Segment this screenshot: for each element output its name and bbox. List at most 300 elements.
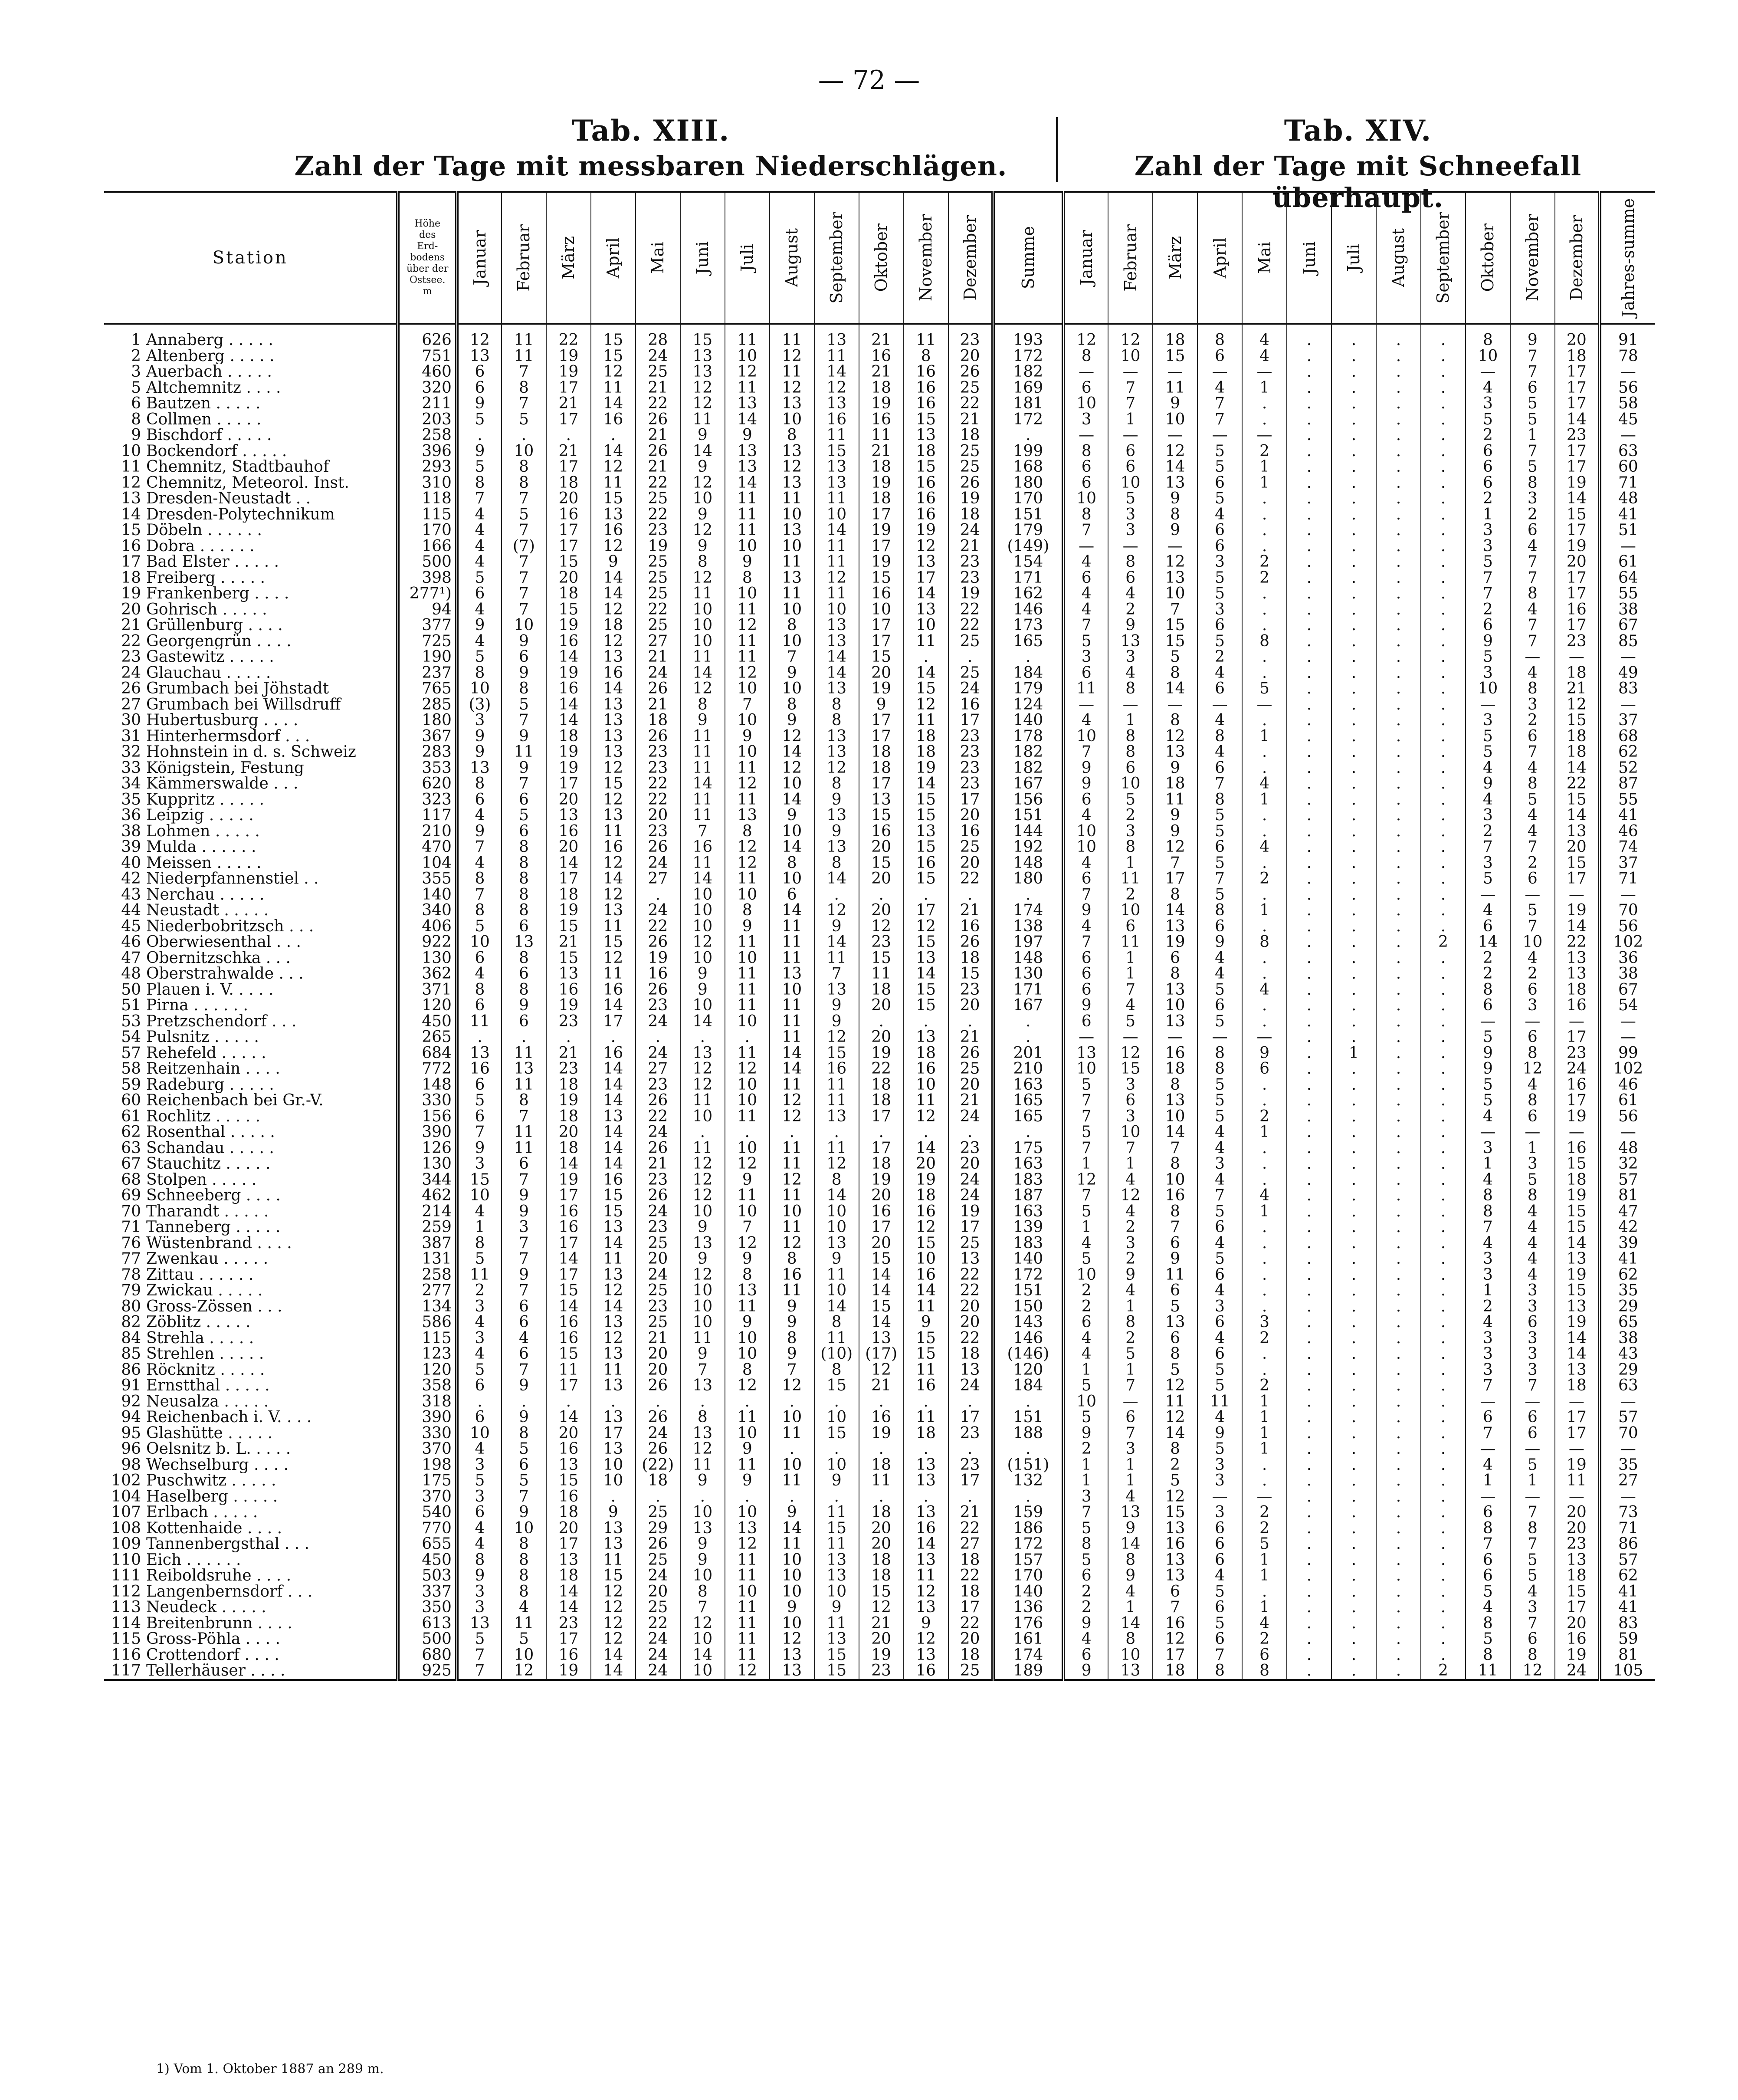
snow-days-cell: . [1242,855,1287,871]
snow-days-cell: — [1600,1014,1655,1030]
snow-days-cell: . [1287,776,1331,792]
snow-days-cell: . [1287,839,1331,855]
snow-days-cell: 9 [1108,1267,1153,1283]
station-name: Oberwiesenthal . . . [146,934,301,950]
snow-days-cell: 1 [1331,1045,1376,1062]
precip-days-cell: 15 [546,1283,591,1299]
station-name: Gohrisch . . . . . [146,601,267,618]
snow-days-cell: 3 [1466,539,1510,555]
snow-days-cell: 9 [1153,491,1197,507]
snow-days-cell: 1 [1242,1124,1287,1140]
table-row [104,1299,1655,1315]
snow-days-cell: . [1287,396,1331,412]
precip-days-cell: 12 [725,776,770,792]
snow-days-cell: 5 [1197,1014,1242,1030]
snow-days-cell: . [1331,1299,1376,1315]
precip-days-cell: 15 [904,982,948,998]
snow-days-cell: 3 [1197,554,1242,570]
precip-days-cell: 13 [814,324,859,348]
snow-days-cell: . [1287,634,1331,650]
snow-days-cell: . [1421,871,1466,887]
snow-days-cell: 4 [1063,554,1108,570]
precip-days-cell: 16 [591,982,636,998]
station-name: Chemnitz, Meteorol. Inst. [146,475,349,491]
precip-days-cell: 23 [948,554,993,570]
elevation-cell: 293 [398,459,456,475]
precip-days-cell: 10 [591,1457,636,1473]
snow-days-cell: . [1376,903,1421,919]
precip-days-cell: 17 [859,713,904,729]
elevation-cell: 370 [398,1441,456,1457]
precip-days-cell: 17 [546,1236,591,1252]
snow-days-cell: . [1376,1362,1421,1378]
snow-days-cell: . [1242,760,1287,776]
precip-days-cell: 11 [502,1077,546,1093]
snow-days-cell: 8 [1510,1647,1555,1663]
precip-days-cell: 14 [725,412,770,428]
table-row [104,1045,1655,1062]
precip-days-cell: 19 [546,760,591,776]
snow-days-cell: 12 [1153,839,1197,855]
precip-days-cell: 13 [680,1378,725,1394]
precip-days-cell: 20 [859,903,904,919]
snow-days-cell: 19 [1555,1188,1600,1204]
precip-days-cell: (22) [636,1457,680,1473]
precip-days-cell: . [680,1124,725,1140]
snow-days-cell: 8 [1108,1631,1153,1647]
snow-days-cell: 8 [1510,776,1555,792]
precip-days-cell: 18 [636,713,680,729]
snow-days-cell: . [1287,792,1331,808]
precip-days-cell: . [904,649,948,665]
precip-days-cell: 4 [502,1331,546,1347]
precip-days-cell: 146 [993,1331,1064,1347]
precip-days-cell: . [770,1441,814,1457]
station-number: 78 [121,1267,141,1283]
elevation-cell: 398 [398,570,456,586]
snow-days-cell: 3 [1510,697,1555,713]
precip-days-cell: 19 [546,1093,591,1109]
snow-days-cell: . [1331,412,1376,428]
precip-days-cell: 13 [814,475,859,491]
snow-days-cell: 3 [1197,1156,1242,1172]
precip-days-cell: 16 [546,507,591,523]
precip-days-cell: 8 [725,570,770,586]
snow-days-cell: 4 [1108,1283,1153,1299]
snow-days-cell: 3 [1242,1315,1287,1331]
table-row [104,1552,1655,1568]
station-name: Pretzschendorf . . . [146,1013,297,1029]
snow-days-cell: 5 [1197,1077,1242,1093]
station-cell [104,586,398,602]
snow-days-cell: 16 [1153,1616,1197,1632]
snow-days-cell: 1 [1063,1473,1108,1489]
precip-days-cell: 11 [502,1140,546,1157]
snow-days-cell: 4 [1063,1631,1108,1647]
snow-days-cell: 17 [1153,871,1197,887]
snow-days-cell: . [1242,602,1287,618]
snow-days-cell: . [1421,1077,1466,1093]
snow-days-cell: 7 [1108,1140,1153,1157]
precip-days-cell: 6 [502,1014,546,1030]
snow-days-cell: . [1331,539,1376,555]
precip-days-cell: 14 [591,1140,636,1157]
precip-days-cell: 7 [502,602,546,618]
station-cell [104,729,398,745]
snow-days-cell: 41 [1600,808,1655,824]
snow-days-cell: 1 [1242,475,1287,491]
table-row [104,1663,1655,1680]
precip-days-cell: 16 [948,824,993,840]
snow-days-cell: 3 [1108,523,1153,539]
snow-days-cell: . [1287,364,1331,380]
snow-days-cell: . [1287,1552,1331,1568]
station-cell [104,808,398,824]
precip-days-cell: 151 [993,1283,1064,1299]
precip-days-cell: 26 [636,1410,680,1426]
precip-days-cell: 9 [904,1315,948,1331]
precip-days-cell: 23 [948,324,993,348]
station-cell [104,1124,398,1140]
snow-days-cell: . [1331,776,1376,792]
precip-days-cell: 13 [591,1441,636,1457]
snow-days-cell: 21 [1555,681,1600,697]
snow-days-cell: 5 [1197,1584,1242,1600]
elevation-cell: 130 [398,1156,456,1172]
snow-days-cell: 5 [1466,1584,1510,1600]
snow-days-cell: . [1421,364,1466,380]
snow-days-cell: . [1331,570,1376,586]
snow-days-cell: 7 [1510,444,1555,460]
precip-days-cell: . [546,427,591,444]
precip-days-cell: 169 [993,380,1064,396]
precip-days-cell: 5 [502,697,546,713]
snow-days-cell: 10 [1063,1267,1108,1283]
snow-days-cell: . [1287,1346,1331,1362]
precip-days-cell: 7 [502,713,546,729]
station-number: 91 [121,1378,141,1394]
snow-days-cell: . [1376,1346,1421,1362]
snow-days-cell: 13 [1108,634,1153,650]
snow-days-cell: 14 [1555,1346,1600,1362]
precip-days-cell: 7 [502,1489,546,1505]
snow-days-cell: 11 [1108,934,1153,950]
station-number: 113 [111,1600,141,1616]
station-name: Stauchitz . . . . . [146,1156,271,1172]
snow-days-cell: 56 [1600,1109,1655,1125]
precip-days-cell: 14 [680,444,725,460]
snow-days-cell: . [1287,523,1331,539]
precip-days-cell: 15 [859,855,904,871]
snow-days-cell: 12 [1108,1045,1153,1062]
precip-days-cell: 25 [636,1505,680,1521]
station-number: 92 [121,1393,141,1410]
precip-days-cell: 178 [993,729,1064,745]
precip-days-cell: 13 [725,1521,770,1537]
snow-days-cell: 7 [1197,1647,1242,1663]
snow-days-cell: 71 [1600,1521,1655,1537]
precip-days-cell: 15 [814,1045,859,1062]
precip-days-cell: 19 [546,665,591,681]
station-cell [104,1029,398,1045]
snow-days-cell: . [1287,507,1331,523]
precip-days-cell: 13 [904,1457,948,1473]
precip-days-cell: 19 [546,903,591,919]
snow-days-cell: — [1242,364,1287,380]
station-name: Grumbach bei Willsdruff [146,697,341,713]
snow-days-cell: 2 [1421,1663,1466,1680]
snow-days-cell: 20 [1555,554,1600,570]
precip-days-cell: 11 [770,1473,814,1489]
snow-days-cell: 5 [1153,1299,1197,1315]
snow-days-cell: 8 [1063,507,1108,523]
precip-days-cell: 20 [859,1536,904,1552]
snow-days-cell: 6 [1197,1552,1242,1568]
station-number: 24 [121,665,141,681]
snow-days-cell: 3 [1466,1362,1510,1378]
snow-days-cell: 6 [1510,729,1555,745]
precip-days-cell: . [993,1441,1064,1457]
snow-days-cell: 1 [1510,427,1555,444]
precip-days-cell: 10 [904,618,948,634]
snow-days-cell: . [1331,1473,1376,1489]
snow-days-cell: — [1600,1489,1655,1505]
station-name: Rosenthal . . . . . [146,1124,275,1140]
precip-days-cell: 182 [993,744,1064,760]
precip-days-cell: 18 [859,459,904,475]
precip-days-cell: . [591,1029,636,1045]
station-cell [104,744,398,760]
station-cell [104,1093,398,1109]
precip-days-cell: 7 [502,1109,546,1125]
precip-days-cell: 19 [904,760,948,776]
station-number: 94 [121,1410,141,1426]
snow-days-cell: — [1108,1029,1153,1045]
precip-days-cell: 9 [770,1299,814,1315]
precip-days-cell: 12 [591,1631,636,1647]
precip-days-cell: . [457,427,502,444]
precip-days-cell: 12 [591,760,636,776]
precip-days-cell: 9 [814,998,859,1014]
precip-days-cell: 18 [859,760,904,776]
precip-days-cell: 8 [457,982,502,998]
snow-days-cell: 99 [1600,1045,1655,1062]
tab13-month-header-label: April [603,237,623,279]
snow-days-cell: 1 [1108,412,1153,428]
station-cell [104,1489,398,1505]
snow-days-cell: . [1376,808,1421,824]
snow-days-cell: — [1600,364,1655,380]
precip-days-cell: . [770,1394,814,1410]
precip-days-cell: 18 [546,1568,591,1584]
table-row [104,744,1655,760]
snow-days-cell: 10 [1108,903,1153,919]
precip-days-cell: 5 [457,1631,502,1647]
snow-days-cell: — [1510,1441,1555,1457]
tab13-month-header-11 [948,192,993,324]
precip-days-cell: 24 [636,1647,680,1663]
precip-days-cell: 12 [770,729,814,745]
precip-days-cell: 13 [546,1457,591,1473]
snow-days-cell: . [1421,903,1466,919]
tab14-month-header-label: April [1210,237,1230,279]
snow-days-cell: . [1421,1045,1466,1062]
snow-days-cell: 15 [1153,1505,1197,1521]
tab13-month-header-0 [457,192,502,324]
snow-days-cell: 7 [1063,523,1108,539]
snow-days-cell: 4 [1466,1600,1510,1616]
precip-days-cell: 170 [993,491,1064,507]
snow-days-cell: 7 [1466,570,1510,586]
tab13-month-header-6 [725,192,770,324]
precip-days-cell: 12 [680,475,725,491]
precip-days-cell: 24 [948,1172,993,1188]
precip-days-cell: 11 [725,523,770,539]
precip-days-cell: 10 [680,1568,725,1584]
precip-days-cell: 7 [502,570,546,586]
snow-days-cell: . [1376,348,1421,365]
elevation-cell: 118 [398,491,456,507]
precip-days-cell: 17 [546,871,591,887]
snow-days-cell: . [1287,1521,1331,1537]
precip-days-cell: 8 [814,713,859,729]
precip-days-cell: 14 [770,1061,814,1077]
precip-days-cell: 14 [680,1647,725,1663]
snow-days-cell: 17 [1555,871,1600,887]
station-name: Döbeln . . . . . . [146,523,262,539]
snow-days-cell: 5 [1466,554,1510,570]
snow-days-cell: 12 [1510,1061,1555,1077]
elevation-header-line: des [419,230,436,240]
elevation-cell: 120 [398,998,456,1014]
precip-days-cell: 12 [814,570,859,586]
snow-days-cell: 64 [1600,570,1655,586]
precip-days-cell: 9 [814,792,859,808]
precip-days-cell: 7 [502,364,546,380]
precip-days-cell: 10 [814,1457,859,1473]
snow-days-cell: 2 [1108,887,1153,903]
elevation-cell: 277¹) [398,586,456,602]
precip-days-cell: 20 [859,1236,904,1252]
footnote: 1) Vom 1. Oktober 1887 an 289 m. [156,2061,384,2077]
precip-days-cell: 13 [770,396,814,412]
precip-days-cell: 5 [457,412,502,428]
station-number: 19 [121,586,141,602]
station-cell [104,1663,398,1680]
precip-days-cell: 14 [591,871,636,887]
precip-days-cell: 22 [948,1521,993,1537]
precip-days-cell: 14 [904,776,948,792]
precip-days-cell: 15 [591,348,636,365]
snow-days-cell: 9 [1510,324,1555,348]
precip-days-cell: 140 [993,1251,1064,1267]
snow-days-cell: . [1331,618,1376,634]
precip-days-cell: 13 [814,839,859,855]
precip-days-cell: 9 [502,998,546,1014]
snow-days-cell: 7 [1063,618,1108,634]
snow-days-cell: 4 [1466,1172,1510,1188]
precip-days-cell: 20 [948,348,993,365]
precip-days-cell: 5 [457,919,502,935]
snow-days-cell: 1 [1108,1600,1153,1616]
tab13-month-header-label: September [827,212,846,304]
precip-days-cell: 12 [770,1378,814,1394]
snow-days-cell: 4 [1197,744,1242,760]
precip-days-cell: 2 [457,1283,502,1299]
precip-days-cell: 18 [546,729,591,745]
precip-days-cell: 20 [546,491,591,507]
snow-days-cell: . [1242,491,1287,507]
precip-days-cell: 9 [725,1315,770,1331]
snow-days-cell: 5 [1466,649,1510,665]
precip-days-cell: 18 [546,586,591,602]
precip-days-cell: 19 [546,1172,591,1188]
precip-days-cell: 23 [948,570,993,586]
snow-days-cell: 4 [1510,808,1555,824]
precip-days-cell: 13 [680,1426,725,1442]
precip-days-cell: 19 [859,1172,904,1188]
snow-days-cell: 5 [1197,1093,1242,1109]
snow-days-cell: . [1331,1441,1376,1457]
snow-days-cell: . [1421,348,1466,365]
precip-days-cell: 23 [636,744,680,760]
snow-days-cell: . [1376,459,1421,475]
precip-days-cell: 10 [770,634,814,650]
table-row [104,1473,1655,1489]
precip-days-cell: 22 [948,1568,993,1584]
snow-days-cell: 5 [1153,649,1197,665]
station-name: Schneeberg . . . . [146,1188,281,1204]
snow-days-cell: . [1287,459,1331,475]
precip-days-cell: 9 [725,1473,770,1489]
snow-days-cell: 3 [1510,491,1555,507]
precip-days-cell: 13 [680,1521,725,1537]
precip-days-cell: 20 [546,792,591,808]
precip-days-cell: 20 [948,1156,993,1172]
snow-days-cell: 17 [1555,1093,1600,1109]
precip-days-cell: 10 [904,1251,948,1267]
elevation-cell: 626 [398,324,456,348]
precip-days-cell: 21 [948,1029,993,1045]
table-row [104,1489,1655,1505]
station-name: Haselberg . . . . . [146,1489,278,1505]
snow-days-cell: . [1376,966,1421,982]
elevation-header-line: Ostsee. [409,275,446,286]
table-row [104,634,1655,650]
station-cell [104,1283,398,1299]
snow-days-cell: 4 [1063,602,1108,618]
snow-days-cell: 22 [1555,934,1600,950]
precip-days-cell: 20 [859,1521,904,1537]
precip-days-cell: 13 [814,634,859,650]
elevation-cell: 655 [398,1536,456,1552]
precip-days-cell: 12 [904,697,948,713]
snow-days-cell: 38 [1600,966,1655,982]
snow-days-cell: . [1376,665,1421,681]
snow-days-cell: . [1287,824,1331,840]
precip-days-cell: 18 [546,1077,591,1093]
snow-days-cell: 4 [1510,1077,1555,1093]
station-name: Grüllenburg . . . . [146,618,283,634]
snow-days-cell: 6 [1153,1584,1197,1600]
precip-days-cell: 148 [993,950,1064,966]
table-row [104,1616,1655,1632]
snow-days-cell: . [1376,1473,1421,1489]
snow-days-cell: 5 [1466,729,1510,745]
precip-days-cell: 10 [680,491,725,507]
precip-days-cell: 11 [725,1616,770,1632]
snow-days-cell: . [1331,919,1376,935]
